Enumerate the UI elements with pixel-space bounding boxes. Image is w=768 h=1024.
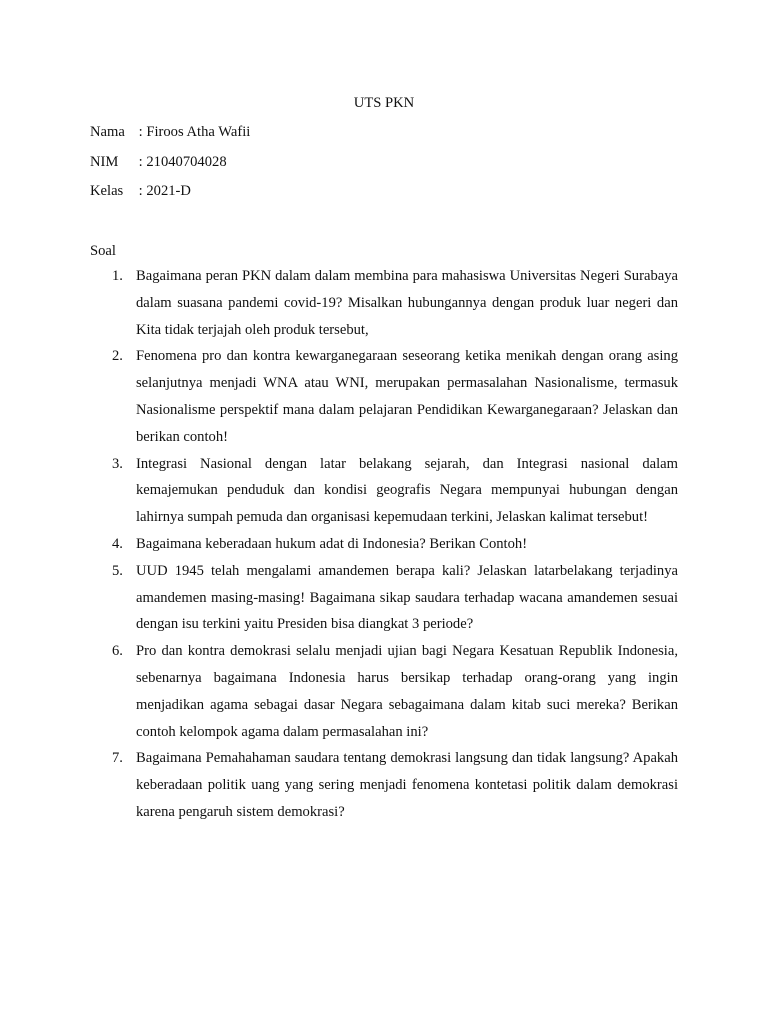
question-text: Pro dan kontra demokrasi selalu menjadi ujian bagi Negara Kesatuan Republik Indonesia, sebenarnya bagaimana Indonesia harus bersikap terhadap orang-orang yang ingin menjadikan agama sebagai dasar Negara sebagaimana dalam kitab suci mereka? Berikan contoh kelompok agama dalam permasalahan ini? [136,643,678,740]
section-heading-soal: Soal [90,243,116,259]
info-value-nama: : Firoos Atha Wafii [138,124,251,140]
info-row-nim [90,152,690,172]
question-number: 1. [112,268,123,284]
question-number: 6. [112,643,123,660]
question-number: 7. [112,750,123,767]
question-list [90,263,678,826]
question-number: 5. [112,562,123,579]
question-number: 3. [112,455,123,472]
question-text: Bagaimana Pemahahaman saudara tentang demokrasi langsung dan tidak langsung? Apakah keberadaan politik uang yang sering menjadi fenomena kontetasi politik dalam demokrasi karena pengaruh sistem demokrasi? [136,750,678,820]
info-label-kelas: Kelas [90,183,124,199]
info-value-kelas: : 2021-D [138,183,191,199]
question-text: Fenomena pro dan kontra kewarganegaraan seseorang ketika menikah dengan orang asing selanjutnya menjadi WNA atau WNI, merupakan permasalahan Nasionalisme, termasuk Nasionalisme perspektif mana dalam pelajaran Pendidikan Kewarganegaraan? Jelaskan dan berikan contoh! [136,348,678,445]
question-text: Bagaimana keberadaan hukum adat di Indonesia? Berikan Contoh! [136,535,528,552]
question-number: 4. [112,535,123,552]
document-title: UTS PKN [353,95,415,111]
question-item-3 [90,451,678,531]
info-label-nim: NIM [90,154,119,170]
info-value-nim: : 21040704028 [138,154,227,170]
question-text: UUD 1945 telah mengalami amandemen berapa kali? Jelaskan latarbelakang terjadinya amandemen masing-masing! Bagaimana sikap saudara terhadap wacana amandemen sesuai dengan isu terkini yaitu Presiden bisa diangkat 3 periode? [136,562,678,633]
question-number: 2. [112,348,123,365]
question-item-1 [90,263,678,343]
info-label-nama: Nama [90,124,125,140]
info-row-kelas [90,181,690,201]
question-item-4 [90,531,678,558]
question-text: Bagaimana peran PKN dalam dalam membina para mahasiswa Universitas Negeri Surabaya dalam suasana pandemi covid-19? Misalkan hubungannya dengan produk luar negeri dan Kita tidak terjajah oleh produk tersebut, [136,268,678,338]
info-row-nama [90,122,690,142]
question-item-2 [90,343,678,450]
question-item-7 [90,745,678,825]
question-item-6 [90,638,678,745]
question-text: Integrasi Nasional dengan latar belakang sejarah, dan Integrasi nasional dalam kemajemukan penduduk dan kondisi geografis Negara mempunyai hubungan dengan lahirnya sumpah pemuda dan organisasi kepemudaan terkini, Jelaskan kalimat tersebut! [136,455,678,526]
question-item-5 [90,558,678,638]
